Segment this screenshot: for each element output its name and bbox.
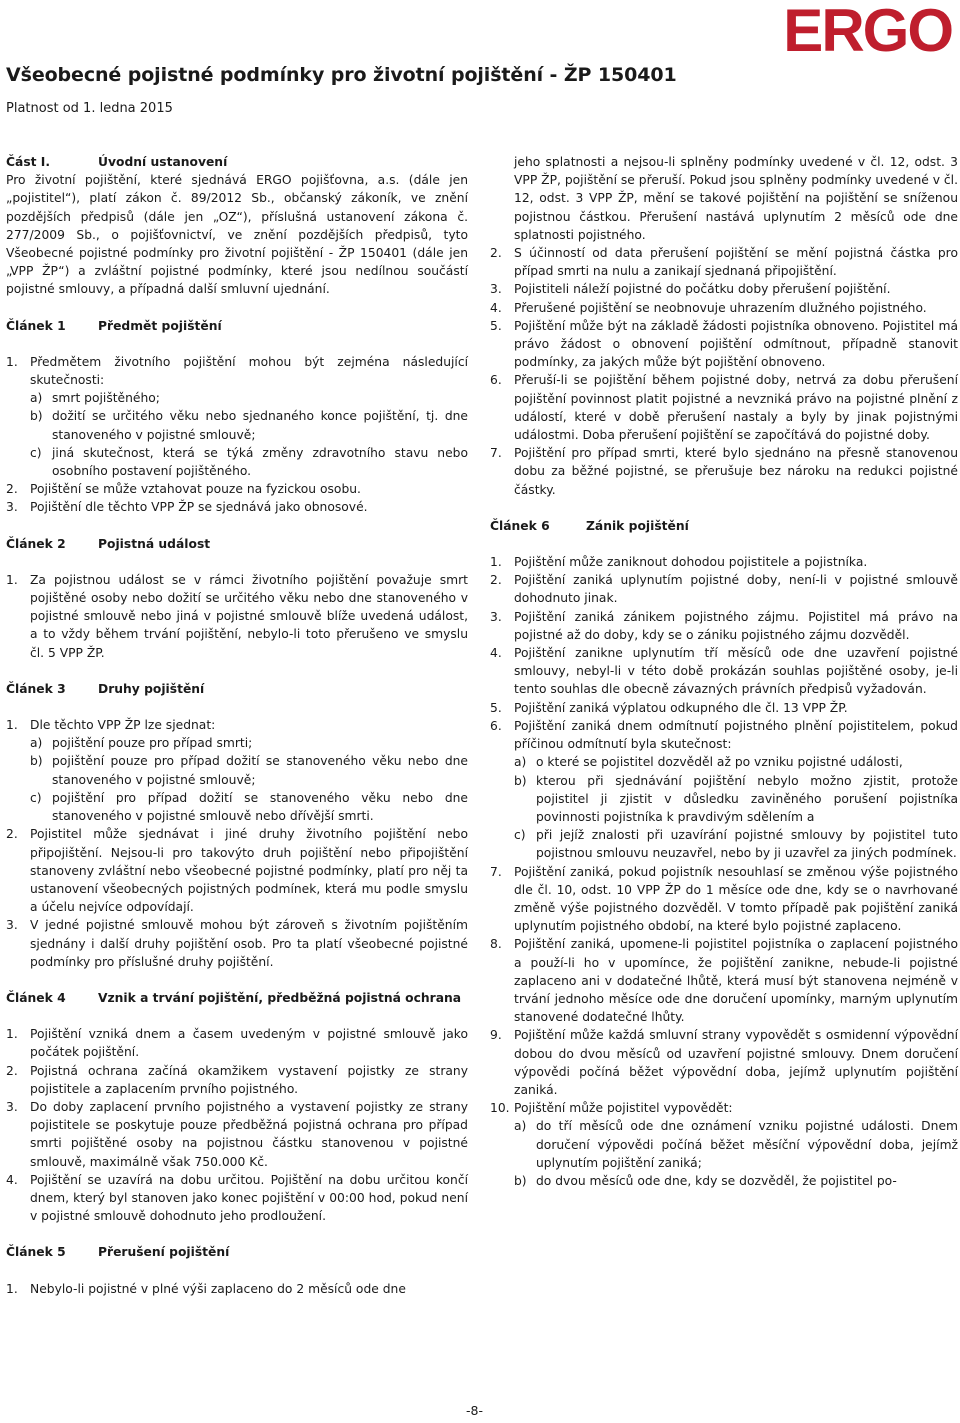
list-item: 3. V jedné pojistné smlouvě mohou být zároveň s životním pojištěním sjednány i další druhy pojištění osob. Pro ta platí všeobecné pojistné podmínky pro příslušné druhy pojištění. <box>6 918 468 969</box>
page-number: -8- <box>466 1403 483 1418</box>
sub-item: c) při jejíž znalosti při uzavírání pojistné smlouvy by pojistitel tuto pojistnou smlouvu neuzavřel, nebo by ji uzavřel za jiných podmínek. <box>514 828 958 861</box>
list-item: 3. Pojištění dle těchto VPP ŽP se sjednává jako obnosové. <box>6 500 368 515</box>
article-1-heading: Článek 1 Předmět pojištění <box>6 318 222 333</box>
ergo-logo <box>776 4 954 56</box>
sub-item: a) smrt pojištěného; <box>30 391 160 406</box>
article-4-heading: Článek 4 Vznik a trvání pojištění, předběžná pojistná ochrana <box>6 990 462 1005</box>
list-item: 4. Přerušené pojištění se neobnovuje uhrazením dlužného pojistného. <box>490 300 927 315</box>
sub-item: c) jiná skutečnost, která se týká změny zdravotního stavu nebo osobního postavení pojištěného. <box>30 445 468 479</box>
sub-item: c) pojištění pro případ dožití se stanoveného věku nebo dne stanoveného v pojistné smlouvě nebo dřívější smrti. <box>30 790 468 824</box>
right-column <box>490 153 958 1190</box>
article-6-heading: Článek 6 Zánik pojištění <box>490 518 689 533</box>
list-item: 3. Pojistiteli náleží pojistné do počátku doby přerušení pojištění. <box>490 282 891 297</box>
list-item: 2. Pojistná ochrana začíná okamžikem vystavení pojistky ze strany pojistitele a zaplacením prvního pojistného. <box>6 1063 468 1096</box>
document-title: Všeobecné pojistné podmínky pro životní pojištění - ŽP 150401 <box>6 64 677 86</box>
sub-item: a) do tří měsíců ode dne oznámení vzniku pojistné události. Dnem doručení výpovědi počíná běžet měsíční výpovědní doba, jejímž uplynutím pojištění zaniká; <box>514 1119 958 1170</box>
list-item: 2. S účinností od data přerušení pojištění se mění pojistná částka pro případ smrti na nulu a zanikají sjednaná připojištění. <box>490 246 958 279</box>
list-item: 1. Dle těchto VPP ŽP lze sjednat: <box>6 718 216 733</box>
list-item: 1. Pojištění vzniká dnem a časem uvedeným v pojistné smlouvě jako počátek pojištění. <box>6 1027 468 1060</box>
sub-item: b) kterou při sjednávání pojištění nebylo možno zjistit, protože pojistitel ji zjistit v důsledku zaviněného porušení pojistníka povinnosti pojistníka k pravdivým sdělením a <box>514 773 958 824</box>
list-item: 4. Pojištění zanikne uplynutím tří měsíců ode dne uzavření pojistné smlouvy, nebyl-li v této době prokázán souhlas pojištěné osoby, je-li tento souhlas dle obecně závazných právních předpisů vyžadován. <box>490 646 958 697</box>
list-item: 1. Nebylo-li pojistné v plné výši zaplaceno do 2 měsíců ode dne <box>6 1281 406 1296</box>
list-item: 7. Pojištění zaniká, pokud pojistník nesouhlasí se změnou výše pojistného dle čl. 10, odst. 10 VPP ŽP do 1 měsíce ode dne, kdy se o navrhované změně výše pojistného dozvěděl. V tomto případě pak pojištění zaniká uplynutím pojistného období, na které bylo pojistné zaplaceno. <box>490 864 958 934</box>
article-5-heading: Článek 5 Přerušení pojištění <box>6 1245 230 1260</box>
article-2-heading: Článek 2 Pojistná událost <box>6 536 211 551</box>
list-item: 9. Pojištění může každá smluvní strany vypovědět s osmidenní výpovědní dobou do dvou měsíců od uzavření pojistné smlouvy. Dnem doručení výpovědi počíná běžet výpovědní doba, jejímž uplynutím pojištění zaniká. <box>490 1028 958 1097</box>
left-column <box>6 153 468 1298</box>
list-item: 6. Přeruší-li se pojištění během pojistné doby, netrvá za dobu přerušení pojištění povinnost platit pojistné a nevzniká právo na pojistné plnění z událostí, které v době přerušení nastaly a byly by jinak pojistnými událostmi. Doba přerušení pojištění se započítává do pojistné doby. <box>490 373 958 443</box>
list-item: 2. Pojištění se může vztahovat pouze na fyzickou osobu. <box>6 482 361 497</box>
validity-date: Platnost od 1. ledna 2015 <box>6 101 173 116</box>
list-item: 5. Pojištění zaniká výplatou odkupného dle čl. 13 VPP ŽP. <box>490 700 848 715</box>
sub-item: b) dožití se určitého věku nebo sjednaného konce pojištění, tj. dne stanoveného v pojistné smlouvě; <box>30 409 468 442</box>
sub-item: b) pojištění pouze pro případ dožití se stanoveného věku nebo dne stanoveného v pojistné smlouvě; <box>30 754 468 787</box>
intro-paragraph: Pro životní pojištění, které sjednává ERGO pojišťovna, a.s. (dále jen „pojistitel“), platí zákon č. 89/2012 Sb., občanský zákoník, ve znění pozdějších předpisů (dále jen „OZ“), příslušná ustanovení zákona č. 277/2009 Sb., o pojišťovnictví, ve znění pozdějších předpisů, tyto Všeobecné pojistné podmínky pro životní pojištění - ŽP 150401 (dále jen „VPP ŽP“) a zvláštní pojistné podmínky, které jsou nedílnou součástí pojistné smlouvy, a případná další smluvní ujednání. <box>6 173 468 297</box>
list-item: 3. Do doby zaplacení prvního pojistného a vystavení pojistky ze strany pojistitele se poskytuje pouze předběžná pojistná ochrana pro případ smrti pojištěné osoby na pojistnou částku stanovenou v pojistné smlouvě, maximálně však 750.000 Kč. <box>6 1099 468 1169</box>
list-item: 4. Pojištění se uzavírá na dobu určitou. Pojištění na dobu určitou končí dnem, který byl stanoven jako konec pojištění v 00:00 hod, pokud není v pojistné smlouvě dohodnuto jeho prodloužení. <box>6 1172 468 1224</box>
list-item: 1. Za pojistnou událost se v rámci životního pojištění považuje smrt pojištěné osoby nebo dožití se určitého věku nebo dne stanoveného v pojistné smlouvě nebo jiná v pojistné smlouvě blíže uvedená událost, a to vždy během trvání pojištění, nebylo-li toto přerušeno ve smyslu čl. 5 VPP ŽP. <box>6 572 468 660</box>
list-item: 6. Pojištění zaniká dnem odmítnutí pojistného plnění pojistitelem, pokud příčinou odmítnutí byla skutečnost: <box>490 718 958 752</box>
list-item: 1. Předmětem životního pojištění mohou být zejména následující skutečnosti: <box>6 354 468 388</box>
list-item-continued: jeho splatnosti a nejsou-li splněny podmínky uvedené v čl. 12, odst. 3 VPP ŽP, pojištění se přeruší. Pokud jsou splněny podmínky uvedené v čl. 12, odst. 3 VPP ŽP, mění se takové pojištění na pojištění se sníženou pojistnou částkou. Přerušení nastává uplynutím 2 měsíců ode dne splatnosti pojistného. <box>514 155 958 242</box>
list-item: 5. Pojištění může být na základě žádosti pojistníka obnoveno. Pojistitel má právo žádost o obnovení pojištění odmítnout, případně stanovit podmínky, za jakých může být pojištění obnoveno. <box>490 318 958 370</box>
sub-item: a) pojištění pouze pro případ smrti; <box>30 736 253 751</box>
list-item: 8. Pojištění zaniká, upomene-li pojistitel pojistníka o zaplacení pojistného a použí-li ho v upomínce, že pojištění zanikne, nebude-li pojistné zaplaceno ani v dodatečné lhůtě, která musí být stanovena nejméně v trvání jednoho měsíce ode dne doručení upomínky, marným uplynutím stanovené dodatečné lhůty. <box>490 937 958 1025</box>
list-item: 2. Pojistitel může sjednávat i jiné druhy životního pojištění nebo připojištění. Nejsou-li pro takovýto druh pojištění nebo připojištění stanoveny zvláštní nebo všeobecné pojistné podmínky, platí pro něj ta ustanovení všeobecných pojistných podmínek, která mu podle smyslu a účelu nejvíce odpovídají. <box>6 827 468 915</box>
logo-text: ERGO <box>783 4 952 56</box>
part-number: Část I. <box>6 155 51 169</box>
list-item: 7. Pojištění pro případ smrti, které bylo sjednáno na přesně stanovenou dobu za běžné pojistné, se přerušuje bez nároku na redukci pojistné částky. <box>490 446 958 497</box>
list-item: 2. Pojištění zaniká uplynutím pojistné doby, není-li v pojistné smlouvě dohodnuto jinak. <box>490 573 958 606</box>
list-item: 1. Pojištění může zaniknout dohodou pojistitele a pojistníka. <box>490 555 868 570</box>
article-3-heading: Článek 3 Druhy pojištění <box>6 681 205 696</box>
part-heading <box>6 153 468 171</box>
part-title: Úvodní ustanovení <box>98 155 228 169</box>
list-item: 10. Pojištění může pojistitel vypovědět: <box>490 1101 733 1116</box>
sub-item: b) do dvou měsíců ode dne, kdy se dozvěděl, že pojistitel po- <box>514 1173 897 1188</box>
sub-item: a) o které se pojistitel dozvěděl až po vzniku pojistné události, <box>514 755 903 770</box>
list-item: 3. Pojištění zaniká zánikem pojistného zájmu. Pojistitel má právo na pojistné až do doby, kdy se o zániku pojistného zájmu dozvěděl. <box>490 609 958 642</box>
